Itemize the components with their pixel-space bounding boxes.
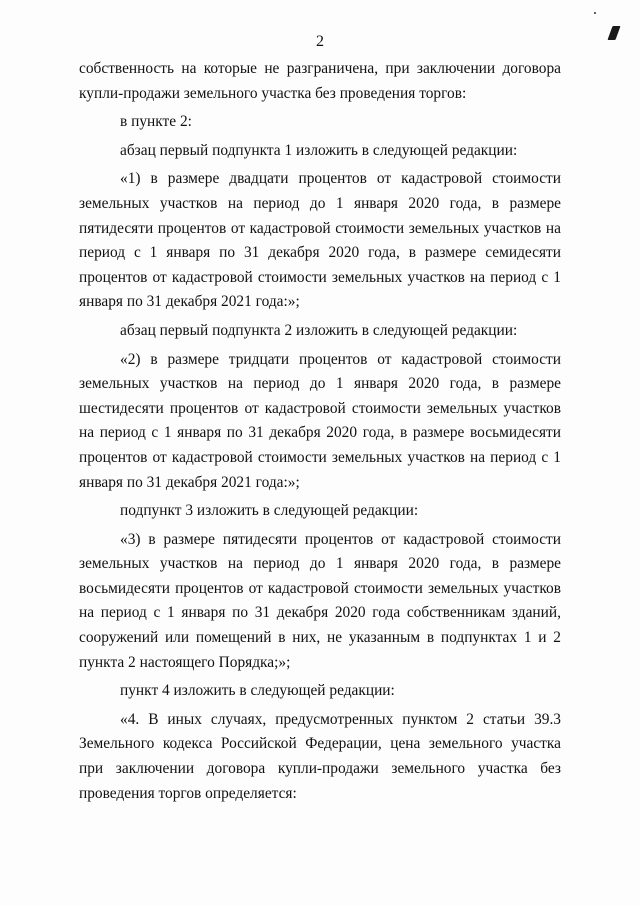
paragraph-continuation: собственность на которые не разграничена, при заключении договора купли-продажи земельного участка без проведения торгов: <box>79 60 561 102</box>
paragraph-subpoint-3-text: «3) в размере пятидесяти процентов от кадастровой стоимости земельных участков на период до 1 января 2020 года, в размере восьмидесяти процентов от кадастровой стоимости земельных участков на период с 1 января по 31 декабря 2020 года собственникам зданий, сооружений или помещений в них, не указанным в подпунктах 1 и 2 пункта 2 настоящего Порядка;»; <box>79 530 561 671</box>
document-body <box>79 57 561 806</box>
paragraph-subpoint-2-text: «2) в размере тридцати процентов от кадастровой стоимости земельных участков на период до 1 января 2020 года, в размере шестидесяти процентов от кадастровой стоимости земельных участков на период с 1 января по 31 декабря 2020 года, в размере восьмидесяти процентов от кадастровой стоимости земельных участков на период с 1 января по 31 декабря 2021 года:»; <box>79 350 561 491</box>
paragraph-subpoint-2-intro: абзац первый подпункта 2 изложить в следующей редакции: <box>120 321 518 339</box>
paragraph-point-2: в пункте 2: <box>120 113 192 131</box>
paragraph-subpoint-1-text: «1) в размере двадцати процентов от кадастровой стоимости земельных участков на период до 1 января 2020 года, в размере пятидесяти процентов от кадастровой стоимости земельных участков на период с 1 января по 31 декабря 2020 года, в размере семидесяти процентов от кадастровой стоимости земельных участков на период с 1 января по 31 декабря 2021 года:»; <box>79 170 561 311</box>
scan-speck <box>594 12 596 14</box>
page-number: 2 <box>316 33 324 50</box>
paragraph-subpoint-3-intro: подпункт 3 изложить в следующей редакции: <box>120 502 419 520</box>
paragraph-subpoint-1-intro: абзац первый подпункта 1 изложить в следующей редакции: <box>120 141 518 159</box>
paragraph-point-4-intro: пункт 4 изложить в следующей редакции: <box>120 682 395 700</box>
paragraph-point-4-text: «4. В иных случаях, предусмотренных пунктом 2 статьи 39.3 Земельного кодекса Российской Федерации, цена земельного участка при заключении договора купли-продажи земельного участка без проведения торгов определяется: <box>79 710 561 802</box>
